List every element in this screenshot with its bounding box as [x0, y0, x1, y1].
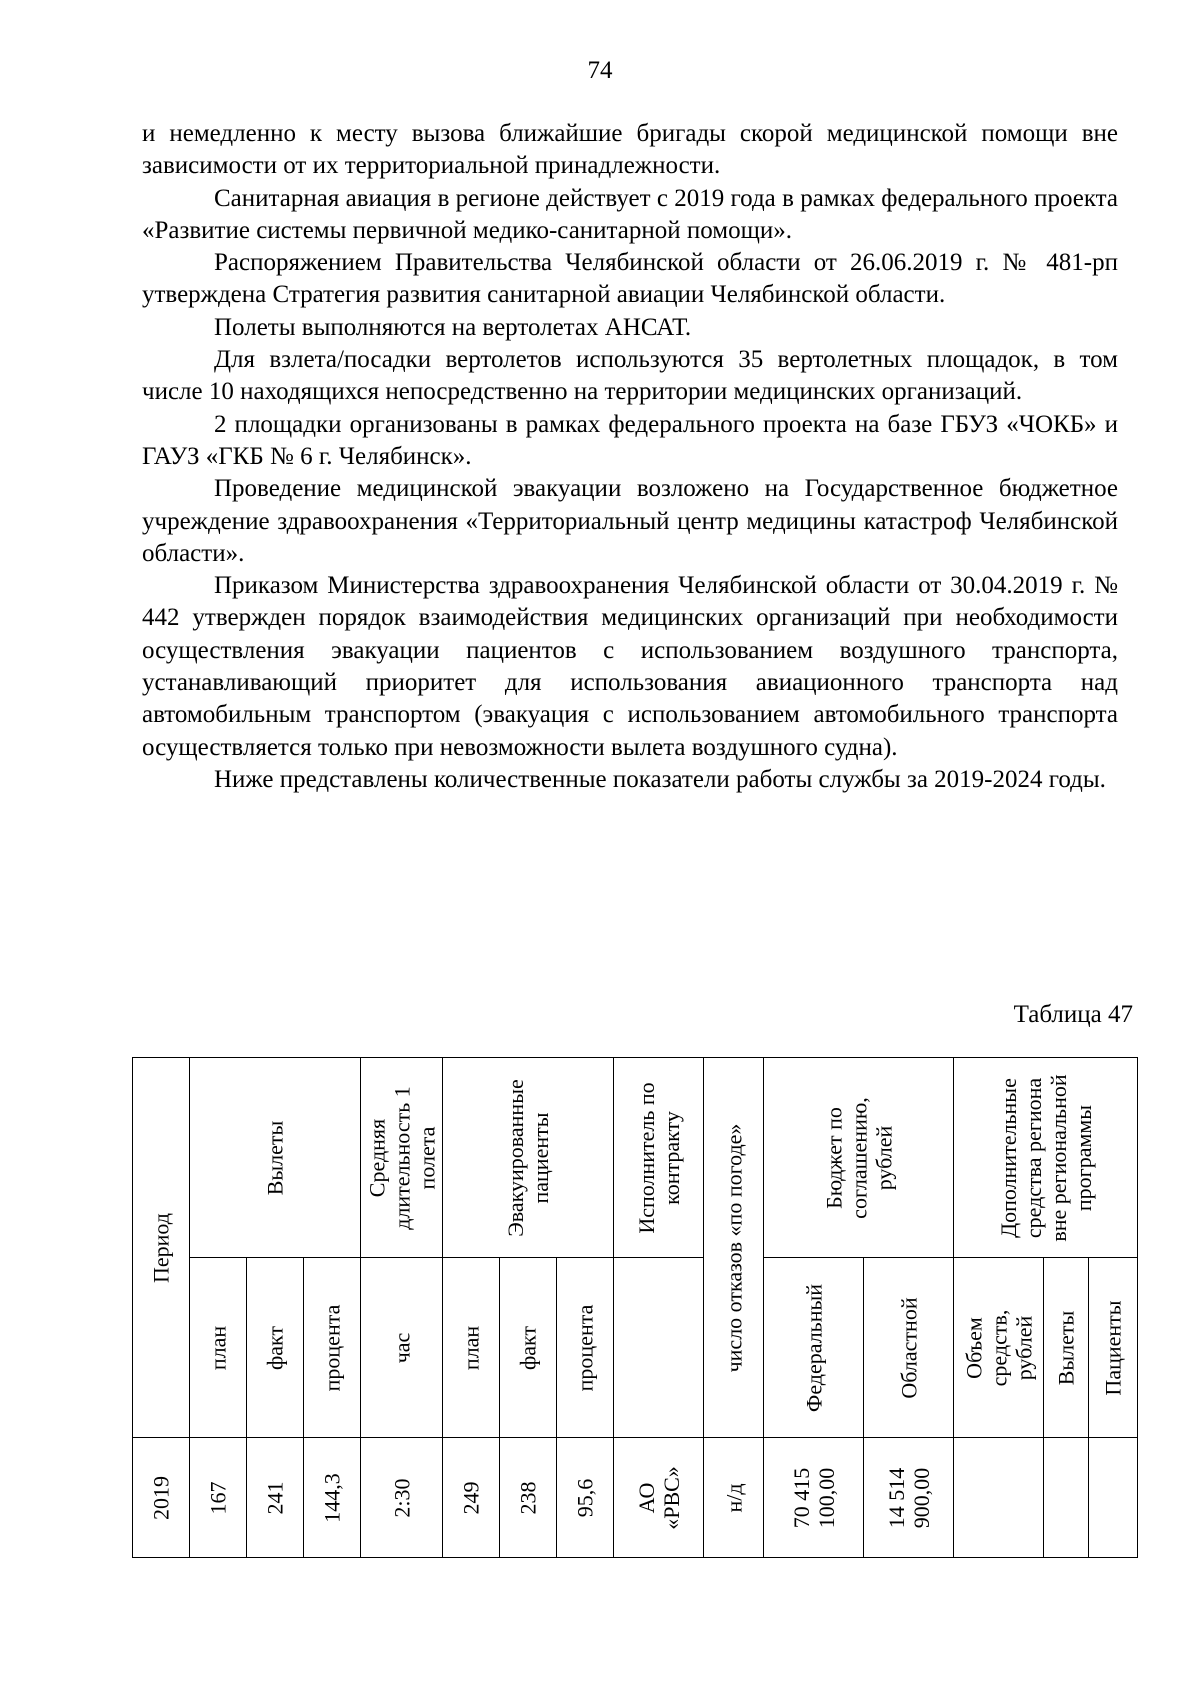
header-avg-duration: Средняя длительность 1 полета: [361, 1058, 443, 1258]
cell-duration: 2:30: [361, 1438, 443, 1558]
cell-evac-plan: 249: [443, 1438, 500, 1558]
paragraph: Ниже представлены количественные показатели работы службы за 2019-2024 годы.: [214, 765, 1106, 793]
paragraph: Полеты выполняются на вертолетах АНСАТ.: [214, 313, 692, 341]
subheader-fact: факт: [247, 1258, 304, 1438]
paragraph: 2 площадки организованы в рамках федерального проекта на базе ГБУЗ «ЧОКБ» и ГАУЗ «ГКБ № 6 г. Челябинск».: [142, 410, 1118, 470]
header-budget: Бюджет по соглашению, рублей: [764, 1058, 954, 1258]
cell-budget-federal: 70 415 100,00: [764, 1438, 864, 1558]
page-number: 74: [587, 57, 613, 84]
cell-flights-plan: 167: [190, 1438, 247, 1558]
table-subheader-row: [133, 1258, 1138, 1438]
paragraph: Приказом Министерства здравоохранения Челябинской области от 30.04.2019 г. № 442 утвержден порядок взаимодействия медицинских организаций при необходимости осуществления эвакуации пациентов с использованием воздушного транспорта, устанавливающий приоритет для использования авиационного транспорта над автомобильным транспортом (эвакуация с использованием автомобильного транспорта осуществляется только при невозможности вылета воздушного судна).: [142, 572, 1118, 761]
subheader-federal: Федеральный: [764, 1258, 864, 1438]
header-weather-refusals: число отказов «по погоде»: [704, 1058, 764, 1438]
cell-flights-fact: 241: [247, 1438, 304, 1558]
subheader-add-patients: Пациенты: [1089, 1258, 1138, 1438]
body-text: [142, 118, 1118, 796]
subheader-percent: процента: [557, 1258, 614, 1438]
subheader-fact: факт: [500, 1258, 557, 1438]
header-evacuated: Эвакуированные пациенты: [443, 1058, 614, 1258]
subheader-plan: план: [190, 1258, 247, 1438]
cell-add-patients: [1089, 1438, 1138, 1558]
table-row: [133, 1438, 1138, 1558]
cell-budget-regional: 14 514 900,00: [864, 1438, 954, 1558]
table-caption: Таблица 47: [1013, 1001, 1133, 1028]
subheader-percent: процента: [304, 1258, 361, 1438]
header-flights: Вылеты: [190, 1058, 361, 1258]
cell-flights-percent: 144,3: [304, 1438, 361, 1558]
header-additional: Дополнительные средства региона вне региональной программы: [954, 1058, 1138, 1258]
cell-evac-fact: 238: [500, 1438, 557, 1558]
data-table: [132, 1057, 1138, 1558]
paragraph: Для взлета/посадки вертолетов используются 35 вертолетных площадок, в том числе 10 находящихся непосредственно на территории медицинских организаций.: [142, 346, 1118, 406]
subheader-hour: час: [361, 1258, 443, 1438]
paragraph: Санитарная авиация в регионе действует с 2019 года в рамках федерального проекта «Развитие системы первичной медико-санитарной помощи».: [142, 184, 1118, 244]
subheader-plan: план: [443, 1258, 500, 1438]
cell-add-flights: [1044, 1438, 1089, 1558]
header-period: Период: [133, 1058, 190, 1438]
cell-evac-percent: 95,6: [557, 1438, 614, 1558]
subheader-funds: Объем средств, рублей: [954, 1258, 1044, 1438]
cell-weather-refusals: н/д: [704, 1438, 764, 1558]
header-contractor: Исполнитель по контракту: [614, 1058, 704, 1258]
subheader-contractor-empty: [614, 1258, 704, 1438]
subheader-add-flights: Вылеты: [1044, 1258, 1089, 1438]
subheader-regional: Областной: [864, 1258, 954, 1438]
cell-add-funds: [954, 1438, 1044, 1558]
cell-contractor: АО «РВС»: [614, 1438, 704, 1558]
table-header-row: [133, 1058, 1138, 1258]
paragraph: Проведение медицинской эвакуации возложено на Государственное бюджетное учреждение здравоохранения «Территориальный центр медицины катастроф Челябинской области».: [142, 475, 1118, 567]
paragraph: и немедленно к месту вызова ближайшие бригады скорой медицинской помощи вне зависимости от их территориальной принадлежности.: [142, 120, 1118, 180]
cell-period: 2019: [133, 1438, 190, 1558]
paragraph: Распоряжением Правительства Челябинской области от 26.06.2019 г. № 481-рп утверждена Стратегия развития санитарной авиации Челябинской области.: [142, 249, 1118, 309]
